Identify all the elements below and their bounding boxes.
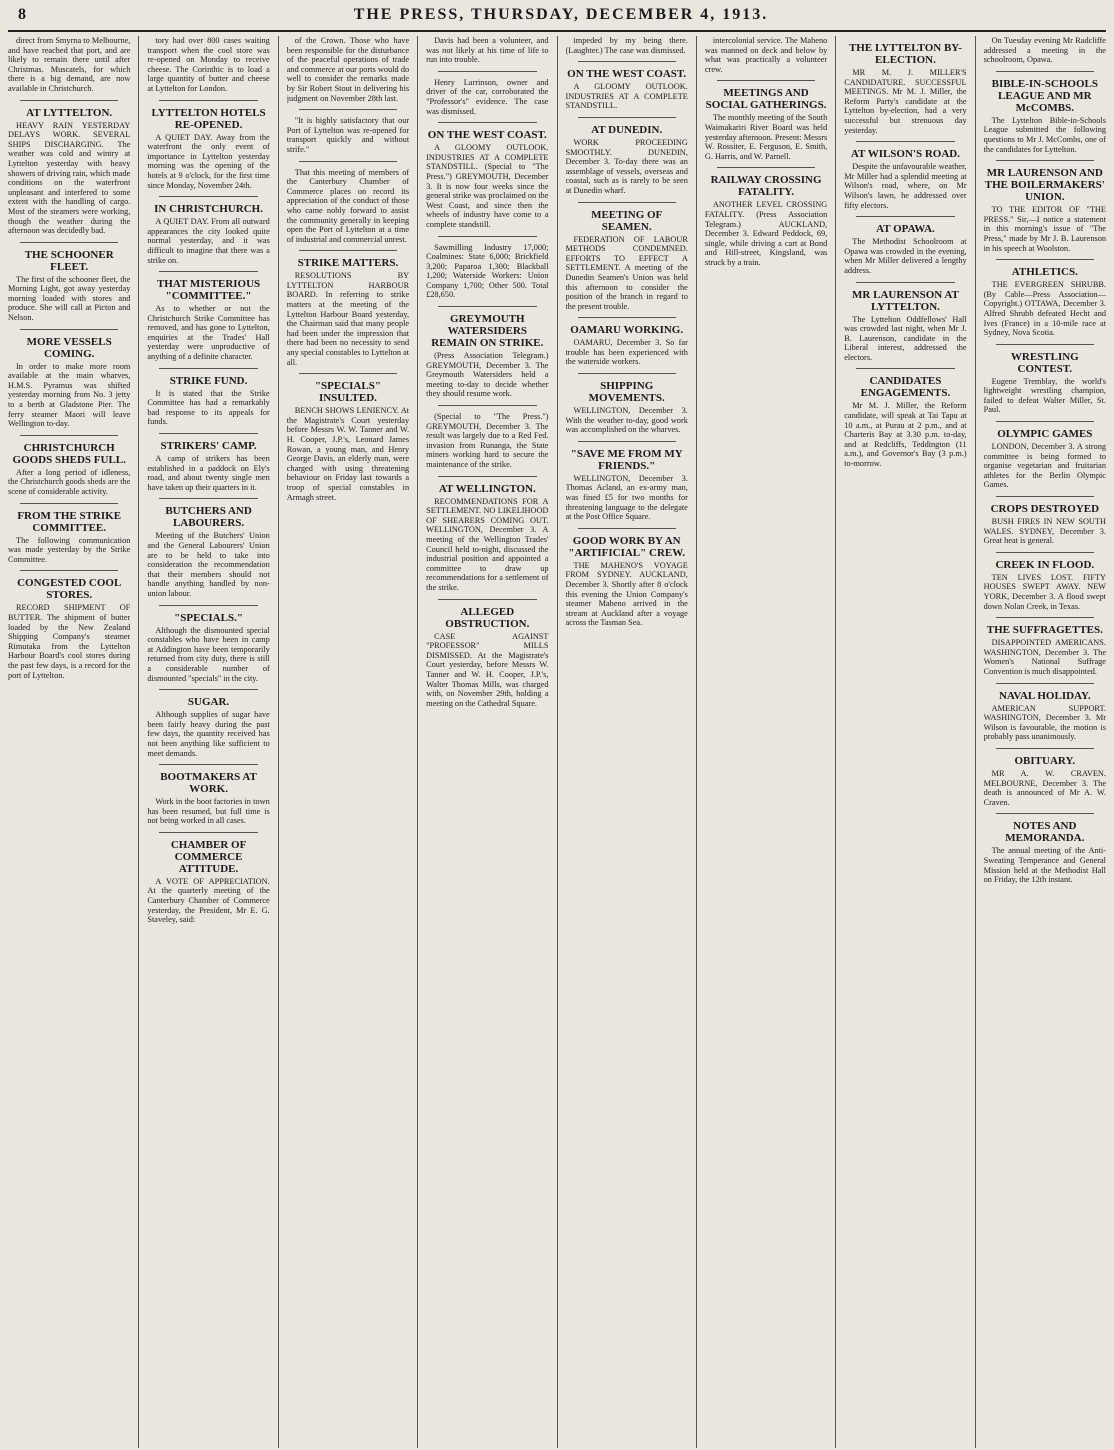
article-paragraph: DISAPPOINTED AMERICANS. WASHINGTON, December 3. The Women's National Suffrage Convention is much disappointed.: [983, 638, 1106, 676]
article-headline: AT LYTTELTON.: [26, 106, 113, 119]
article-headline: "SPECIALS" INSULTED.: [314, 380, 381, 405]
article-headline: GREYMOUTH WATERSIDERS REMAIN ON STRIKE.: [431, 313, 544, 350]
article-paragraph: (Press Association Telegram.) GREYMOUTH, December 3. The Greymouth Watersiders held a meeting to-day to decide whether they should resume work.: [426, 351, 549, 399]
article-headline: THE LYTTELTON BY-ELECTION.: [848, 42, 962, 66]
article-separator: [159, 689, 257, 690]
article-paragraph: RECOMMENDATIONS FOR A SETTLEMENT. NO LIKELIHOOD OF SHEARERS COMING OUT. WELLINGTON, December 3. A meeting of the Wellington Trades' Council held to-night, discussed the industrial position and appointed a committee to draw up recommendations for a settlement of the strike.: [426, 496, 549, 592]
article-paragraph: Henry Larrinson, owner and driver of the car, corroborated the "Professor's" evidence. The case was dismissed.: [426, 77, 549, 116]
column-7: [844, 36, 966, 1448]
article-paragraph: Although the dismounted special constables who have been in camp at Addington have been temporarily returned from city duty, there is still a considerable number of dismounted "specials" in the city.: [147, 625, 270, 683]
article-headline: MEETINGS AND SOCIAL GATHERINGS.: [705, 87, 827, 112]
column-rule: [557, 36, 558, 1448]
article-separator: [438, 122, 536, 123]
article-headline: THAT MISTERIOUS "COMMITTEE.": [156, 278, 261, 303]
article-paragraph: tory had over 800 cases waiting transport when the cool store was re-opened on Monday to receive cheese. The Corinthic is to load a large quantity of butter and cheese at Lyttelton for London.: [147, 36, 270, 93]
article-paragraph: The first of the schooner fleet, the Morning Light, got away yesterday morning loaded with stores and produce. She will call at Picton and Nelson.: [8, 274, 131, 323]
article-separator: [856, 216, 954, 217]
article-headline: WRESTLING CONTEST.: [1010, 350, 1079, 375]
article-headline: STRIKE FUND.: [169, 374, 248, 387]
article-paragraph: Work in the boot factories in town has been resumed, but full time is not being worked in all cases.: [147, 797, 270, 826]
article-separator: [996, 421, 1094, 422]
article-separator: [438, 405, 536, 406]
article-separator: [159, 271, 257, 272]
article-paragraph: The monthly meeting of the South Waimakariri River Board was held yesterday afternoon. Present: Messrs W. Rossiter, E. Ferguson, E. Smith, G. Harris, and W. Parnell.: [704, 113, 828, 161]
column-rule: [696, 36, 697, 1448]
page-number: 8: [18, 6, 26, 23]
article-paragraph: The Methodist Schoolroom at Opawa was crowded in the evening, when Mr Miller delivered a lengthy address.: [844, 237, 967, 275]
article-headline: CREEK IN FLOOD.: [995, 558, 1095, 571]
article-separator: [578, 202, 676, 203]
article-headline: BIBLE-IN-SCHOOLS LEAGUE AND MR McCOMBS.: [991, 77, 1098, 114]
article-headline: LYTTELTON HOTELS RE-OPENED.: [151, 106, 266, 131]
column-6: [705, 36, 827, 1448]
article-headline: AT WELLINGTON.: [438, 482, 536, 495]
article-paragraph: THE MAHENO'S VOYAGE FROM SYDNEY. AUCKLAND, December 3. Shortly after 8 o'clock this evening the Union Company's steamer Maheno arrived in the stream at Auckland after a voyage across the Tasman Sea.: [565, 560, 688, 628]
article-separator: [578, 373, 676, 374]
article-paragraph: The annual meeting of the Anti-Sweating Temperance and General Mission held at the Methodist Hall on Friday, the 12th instant.: [983, 846, 1106, 885]
article-headline: MR LAURENSON AT LYTTELTON.: [852, 288, 959, 313]
article-paragraph: ANOTHER LEVEL CROSSING FATALITY. (Press Association Telegram.) AUCKLAND, December 3. Edward Peddock, 69, single, while driving a cart at Bond and Hill-street, Kingsland, was struck by a train.: [704, 200, 828, 267]
article-paragraph: MR M. J. MILLER'S CANDIDATURE. SUCCESSFUL MEETINGS. Mr M. J. Miller, the Reform Party's candidate at the Lyttelton by-election, had a very successful but strenuous day yesterday.: [844, 68, 967, 135]
article-paragraph: WORK PROCEEDING SMOOTHLY. DUNEDIN, December 3. To-day there was an assemblage of vessels, overseas and coastal, such as is rarely to be seen at Dunedin wharf.: [565, 137, 688, 195]
article-separator: [578, 441, 676, 442]
article-separator: [578, 61, 676, 62]
article-paragraph: Mr M. J. Miller, the Reform candidate, will speak at Tai Tapu at 10 a.m., at Purau at 2 p.m., and at Charteris Bay at 3.30 p.m. to-day, and at Redcliffs, Teddington (11 a.m.), and Governor's Bay (3 p.m.) to-morrow.: [844, 401, 967, 469]
article-paragraph: A GLOOMY OUTLOOK. INDUSTRIES AT A COMPLETE STANDSTILL.: [565, 82, 688, 111]
column-5: [566, 36, 688, 1448]
article-paragraph: RECORD SHIPMENT OF BUTTER. The shipment of butter loaded by the New Zealand Shipping Company's steamer Rimutaka from the Lyttelton Harbour Board's cool stores during the past few days, is a record for the port of Lyttelton.: [8, 603, 131, 680]
article-paragraph: MR A. W. CRAVEN. MELBOURNE, December 3. The death is announced of Mr A. W. Craven.: [983, 768, 1106, 807]
article-headline: STRIKERS' CAMP.: [160, 440, 257, 453]
article-separator: [299, 250, 397, 251]
article-paragraph: impeded by my being there. (Laughter.) The case was dismissed.: [565, 36, 688, 55]
article-headline: SHIPPING MOVEMENTS.: [588, 380, 665, 405]
article-headline: OLYMPIC GAMES: [997, 428, 1093, 441]
columns: [8, 36, 1106, 1448]
article-separator: [717, 167, 815, 168]
article-paragraph: BUSH FIRES IN NEW SOUTH WALES. SYDNEY, December 3. Great heat is general.: [983, 517, 1106, 546]
column-rule: [975, 36, 976, 1448]
masthead-title: THE PRESS, THURSDAY, DECEMBER 4, 1913.: [353, 6, 769, 23]
article-separator: [996, 160, 1094, 161]
article-separator: [996, 259, 1094, 260]
article-separator: [20, 242, 118, 243]
column-rule: [835, 36, 836, 1448]
article-separator: [438, 236, 536, 237]
article-headline: GOOD WORK BY AN "ARTIFICIAL" CREW.: [568, 534, 685, 559]
article-paragraph: TO THE EDITOR OF "THE PRESS." Sir,—I notice a statement in this morning's issue of "The Press," made by Mr J. B. Laurenson in his speech at Woolston.: [983, 205, 1106, 253]
article-separator: [20, 100, 118, 101]
article-paragraph: Sawmilling Industry 17,000; Coalmines: State 6,000; Brickfield 3,200; Paparoa 1,300; Blackball 1,200; Waterside Workers: Union Company 1,700; Other 500. Total £28,650.: [426, 242, 549, 300]
column-3: [287, 36, 409, 1448]
article-paragraph: HEAVY RAIN YESTERDAY DELAYS WORK. SEVERAL SHIPS DISCHARGING. The weather was cold and wintry at Lyttelton yesterday with heavy showers of driving rain, which made conditions on the waterfront unpleasant and interfered to some extent with the handling of cargo. Most of the steamers were working, though the weather during the afternoon was decidedly bad.: [8, 120, 131, 236]
article-headline: THE SCHOONER FLEET.: [24, 248, 114, 273]
article-paragraph: direct from Smyrna to Melbourne, and have reached that port, and are likely to remain there until after Christmas. Muscatels, for which there is a big demand, are now available in Christchurch.: [8, 36, 131, 93]
article-separator: [20, 570, 118, 571]
article-headline: MR LAURENSON AND THE BOILERMAKERS' UNION.: [984, 167, 1105, 204]
article-paragraph: A camp of strikers has been established in a paddock on Ely's road, and about twenty single men have taken up their quarters in it.: [147, 454, 270, 492]
article-separator: [299, 373, 397, 374]
article-headline: CANDIDATES ENGAGEMENTS.: [860, 375, 951, 400]
article-paragraph: The Lyttelton Oddfellows' Hall was crowded last night, when Mr J. B. Laurenson, candidate in the Liberal interest, addressed the electors.: [844, 314, 967, 362]
article-separator: [159, 196, 257, 197]
article-headline: ATHLETICS.: [1011, 266, 1078, 279]
article-headline: MORE VESSELS COMING.: [26, 335, 112, 360]
article-paragraph: LONDON, December 3. A strong committee is being formed to organise vegetarian and fruitarian athletes for the Berlin Olympic Games.: [983, 442, 1106, 490]
article-separator: [438, 306, 536, 307]
article-separator: [996, 552, 1094, 553]
article-paragraph: RESOLUTIONS BY LYTTELTON HARBOUR BOARD. In referring to strike matters at the meeting of the Lyttelton Harbour Board yesterday, the Chairman said that many people had been under the impression that there had been no necessity to send any special constables to Lyttelton at all.: [286, 271, 410, 367]
article-paragraph: CASE AGAINST "PROFESSOR" MILLS DISMISSED. At the Magistrate's Court yesterday, before Messrs W. Tanner and W. H. Cooper, J.P.'s, Walter Thomas Mills, was charged with, on November 29th, holding a meeting on the Cathedral Square.: [426, 631, 549, 708]
article-separator: [159, 832, 257, 833]
article-separator: [20, 503, 118, 504]
article-headline: STRIKE MATTERS.: [297, 257, 399, 270]
article-headline: OBITUARY.: [1014, 754, 1076, 767]
article-separator: [159, 605, 257, 606]
article-headline: FROM THE STRIKE COMMITTEE.: [17, 509, 122, 534]
article-paragraph: THE EVERGREEN SHRUBB. (By Cable—Press Association—Copyright.) OTTAWA, December 3. Alfred Shrubb defeated Hecht and Ives (France) in a 10-mile race at Sydney, Nova Scotia.: [983, 280, 1106, 338]
article-paragraph: A QUIET DAY. From all outward appearances the city looked quite normal yesterday, and it was difficult to imagine that there was a strike on.: [147, 217, 270, 265]
article-separator: [996, 748, 1094, 749]
article-paragraph: The Lyttelton Bible-in-Schools League submitted the following questions to Mr J. McCombs, one of the candidates for Lyttelton.: [983, 115, 1106, 154]
column-8: [984, 36, 1106, 1448]
article-paragraph: That this meeting of members of the Canterbury Chamber of Commerce places on record its appreciation of the conduct of those who came nobly forward to assist the community generally in keeping open the Port of Lyttelton at a time of industrial and commercial unrest.: [286, 167, 410, 244]
article-headline: BUTCHERS AND LABOURERS.: [165, 505, 252, 530]
article-separator: [578, 317, 676, 318]
article-headline: ON THE WEST COAST.: [567, 68, 687, 81]
article-separator: [856, 141, 954, 142]
article-headline: CONGESTED COOL STORES.: [17, 577, 122, 602]
article-separator: [438, 71, 536, 72]
article-paragraph: intercolonial service. The Maheno was manned on deck and below by what was practically a volunteer crew.: [704, 36, 828, 74]
column-4: [426, 36, 548, 1448]
article-headline: ALLEGED OBSTRUCTION.: [445, 605, 530, 630]
article-separator: [996, 496, 1094, 497]
article-separator: [159, 498, 257, 499]
article-separator: [996, 344, 1094, 345]
article-separator: [996, 617, 1094, 618]
article-paragraph: A VOTE OF APPRECIATION. At the quarterly meeting of the Canterbury Chamber of Commerce yesterday, the President, Mr E. G. Staveley, said:: [147, 876, 270, 925]
article-paragraph: "It is highly satisfactory that our Port of Lyttelton was re-opened for transport quickly and without strife.": [286, 116, 410, 154]
article-separator: [159, 433, 257, 434]
article-separator: [159, 368, 257, 369]
article-separator: [996, 71, 1094, 72]
article-paragraph: In order to make more room available at the main wharves, H.M.S. Pyramus was shifted yesterday morning from No. 3 jetty to a berth at Gladstone Pier. The ferry steamer Maori will leave Wellington to-day.: [8, 361, 131, 429]
article-paragraph: of the Crown. Those who have been responsible for the disturbance of the peaceful operations of trade and commerce at our ports would do well to consider the remarks made by Sir Robert Stout in delivering his judgment on November 28th last.: [286, 36, 410, 103]
article-separator: [578, 117, 676, 118]
article-paragraph: WELLINGTON, December 3. Thomas Acland, an ex-army man, was fined £5 for two months for threatening language to the delegate at the Post Office Square.: [565, 473, 688, 522]
article-headline: "SAVE ME FROM MY FRIENDS.": [570, 447, 683, 472]
article-headline: AT WILSON'S ROAD.: [850, 148, 960, 161]
article-headline: ON THE WEST COAST.: [427, 129, 547, 142]
article-headline: NAVAL HOLIDAY.: [998, 689, 1091, 702]
article-paragraph: On Tuesday evening Mr Radcliffe addressed a meeting in the schoolroom, Opawa.: [983, 36, 1106, 65]
article-headline: OAMARU WORKING.: [570, 324, 684, 337]
article-headline: MEETING OF SEAMEN.: [591, 208, 663, 233]
article-separator: [856, 282, 954, 283]
article-paragraph: WELLINGTON, December 3. With the weather to-day, good work was accomplished on the wharves.: [565, 406, 688, 435]
column-rule: [138, 36, 139, 1448]
article-paragraph: Despite the unfavourable weather, Mr Miller had a splendid meeting at Wilson's road, where, on Mr Wilson's lawn, he addressed over fifty electors.: [844, 162, 967, 210]
article-paragraph: Although supplies of sugar have been fairly heavy during the past few days, the quantity received has not been anything like sufficient to meet demands.: [147, 710, 270, 758]
column-2: [147, 36, 269, 1448]
article-headline: RAILWAY CROSSING FATALITY.: [710, 174, 822, 199]
article-paragraph: It is stated that the Strike Committee has had a remarkably bad response to its appeals for funds.: [147, 388, 270, 427]
article-separator: [856, 368, 954, 369]
article-paragraph: BENCH SHOWS LENIENCY. At the Magistrate's Court yesterday before Messrs W. W. Tanner and W. H. Cooper, J.P.'s, Leonard James Rowan, a young man, and Henry George Davis, an elderly man, were charged with using threatening behaviour on Friday last towards a troop of special constables in Armagh street.: [286, 406, 410, 502]
article-paragraph: Eugene Tremblay, the world's lightweight wrestling champion, failed to defeat Walter Miller, St. Paul.: [983, 376, 1106, 415]
column-rule: [278, 36, 279, 1448]
article-separator: [159, 100, 257, 101]
article-headline: NOTES AND MEMORANDA.: [1005, 820, 1085, 845]
article-headline: THE SUFFRAGETTES.: [986, 624, 1103, 637]
article-headline: CHRISTCHURCH GOODS SHEDS FULL.: [12, 441, 126, 466]
article-headline: CHAMBER OF COMMERCE ATTITUDE.: [170, 838, 247, 875]
article-separator: [159, 764, 257, 765]
article-paragraph: The following communication was made yesterday by the Strike Committee.: [8, 535, 131, 564]
article-headline: AT DUNEDIN.: [591, 123, 663, 136]
article-paragraph: A GLOOMY OUTLOOK. INDUSTRIES AT A COMPLETE STANDSTILL. (Special to "The Press.") GREYMOUTH, December 3. It is now four weeks since the general strike was proclaimed on the West Coast, and since then the wheels of industry have come to a complete standstill.: [426, 143, 549, 229]
article-separator: [20, 329, 118, 330]
article-paragraph: TEN LIVES LOST. FIFTY HOUSES SWEPT AWAY. NEW YORK, December 3. A flood swept down Nolan Creek, in Texas.: [983, 572, 1106, 611]
article-headline: AT OPAWA.: [876, 223, 935, 236]
article-paragraph: A QUIET DAY. Away from the waterfront the only event of importance in Lyttelton yesterday morning was the opening of the hotels at 9 o'clock, for the first time since Monday, November 24th.: [147, 132, 270, 190]
article-headline: IN CHRISTCHURCH.: [154, 203, 263, 216]
article-paragraph: After a long period of idleness, the Christchurch goods sheds are the scene of considerable activity.: [8, 467, 131, 496]
masthead: [8, 0, 1106, 32]
article-paragraph: Meeting of the Butchers' Union and the General Labourers' Union are to be held to take into consideration the recommendation that their members should not handle anything handled by non-union labour.: [147, 531, 270, 598]
article-separator: [20, 435, 118, 436]
article-separator: [438, 476, 536, 477]
article-headline: BOOTMAKERS AT WORK.: [160, 771, 257, 796]
article-paragraph: OAMARU, December 3. So far trouble has been experienced with the waterside workers.: [565, 338, 688, 367]
article-headline: SUGAR.: [187, 696, 230, 709]
article-separator: [996, 813, 1094, 814]
article-paragraph: (Special to "The Press.") GREYMOUTH, December 3. The result was largely due to a Red Fed. invasion from Runanga, the State miners working hard to secure the maintenance of the strike.: [426, 412, 549, 469]
article-headline: "SPECIALS.": [174, 611, 243, 624]
column-rule: [417, 36, 418, 1448]
article-paragraph: AMERICAN SUPPORT. WASHINGTON, December 3. Mr Wilson is favourable, the motion is probably pass unanimously.: [983, 703, 1106, 742]
article-separator: [299, 161, 397, 162]
article-separator: [717, 80, 815, 81]
article-separator: [299, 109, 397, 110]
article-paragraph: As to whether or not the Christchurch Strike Committee has removed, and has gone to Lyttelton, enquiries at the Trades' Hall yesterday were unproductive of anything of a definite character.: [147, 304, 270, 362]
article-headline: CROPS DESTROYED: [990, 503, 1100, 516]
article-separator: [578, 528, 676, 529]
article-paragraph: FEDERATION OF LABOUR METHODS CONDEMNED. EFFORTS TO EFFECT A SETTLEMENT. A meeting of the Dunedin Seamen's Union was held this afternoon to consider the position of the branch in regard to the present trouble.: [565, 234, 688, 311]
article-paragraph: Davis had been a volunteer, and was not likely at his time of life to run into trouble.: [426, 36, 549, 65]
article-separator: [438, 599, 536, 600]
article-separator: [996, 683, 1094, 684]
column-1: [8, 36, 130, 1448]
